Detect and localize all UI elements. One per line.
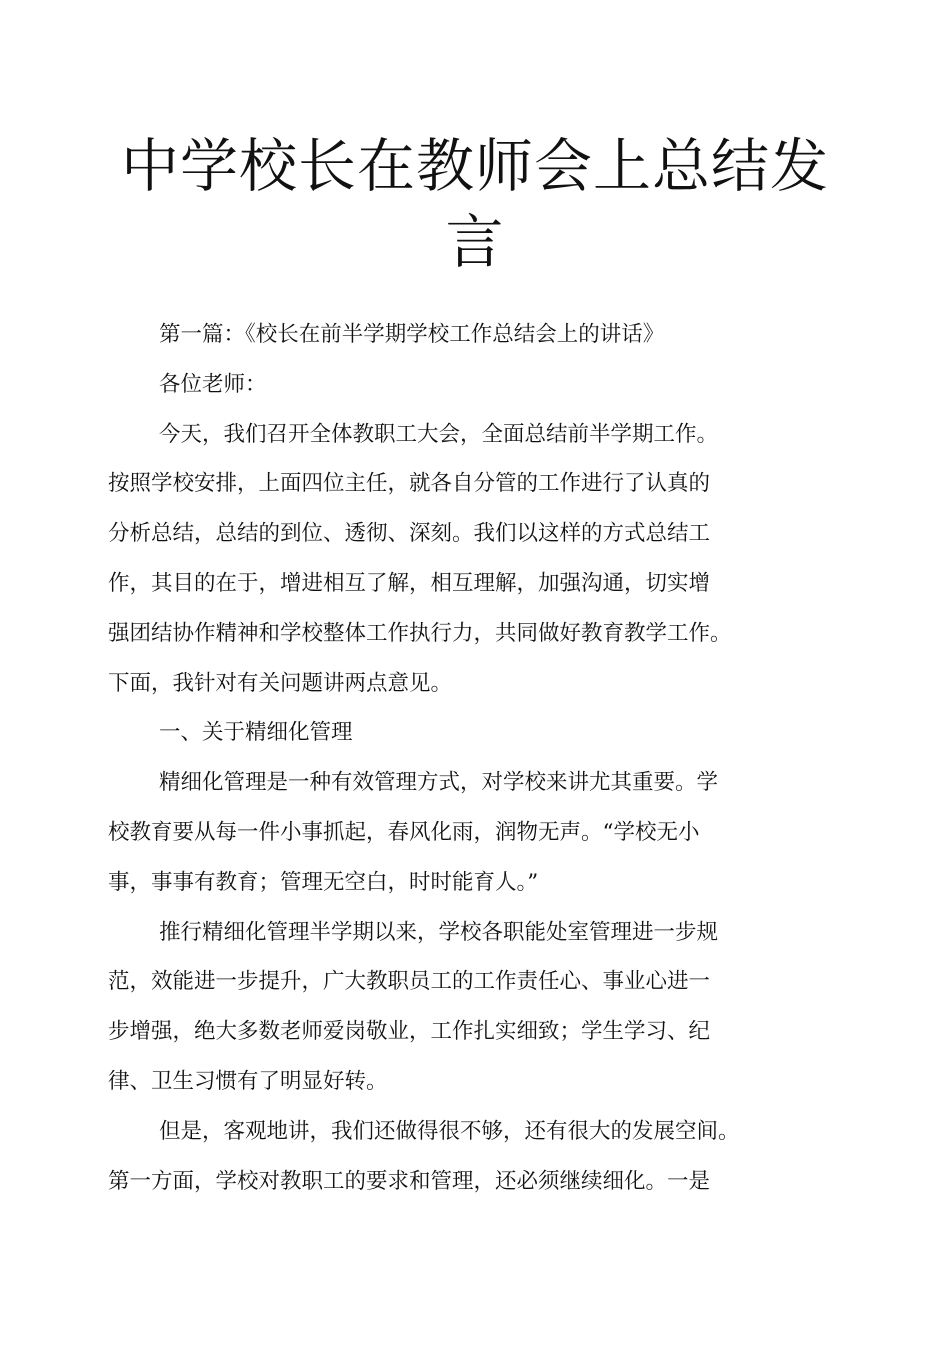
document-body: [108, 310, 768, 1206]
salutation: 各位老师：: [159, 371, 267, 397]
text-line: 律、卫生习惯有了明显好转。: [108, 1068, 388, 1094]
text-line: 校教育要从每一件小事抓起，春风化雨，润物无声。“学校无小: [108, 819, 700, 845]
subsection-heading: 一、关于精细化管理: [159, 720, 353, 746]
text-line: 但是，客观地讲，我们还做得很不够，还有很大的发展空间。: [159, 1118, 740, 1144]
text-line: 事，事事有教育；管理无空白，时时能育人。”: [108, 869, 539, 895]
text-line: 第一方面，学校对教职工的要求和管理，还必须继续细化。一是: [108, 1168, 711, 1194]
paragraph-progress: [108, 908, 768, 1107]
text-line: 今天，我们召开全体教职工大会，全面总结前半学期工作。: [159, 421, 719, 447]
text-line: 步增强，绝大多数老师爱岗敬业，工作扎实细致；学生学习、纪: [108, 1019, 711, 1045]
text-line: 下面，我针对有关问题讲两点意见。: [108, 670, 453, 696]
text-line: 精细化管理是一种有效管理方式，对学校来讲尤其重要。学: [159, 770, 719, 796]
section-heading: 第一篇：《校长在前半学期学校工作总结会上的讲话》: [159, 322, 665, 347]
text-line: 推行精细化管理半学期以来，学校各职能处室管理进一步规: [159, 919, 719, 945]
paragraph-shortcomings: [108, 1107, 768, 1207]
text-line: 分析总结，总结的到位、透彻、深刻。我们以这样的方式总结工: [108, 521, 711, 547]
document-title: [100, 128, 850, 280]
paragraph-refined-management: [108, 758, 768, 907]
title-line: 言: [445, 208, 505, 276]
paragraph-opening: [108, 410, 768, 709]
title-line: 中学校长在教师会上总结发: [120, 132, 829, 200]
text-line: 作，其目的在于，增进相互了解，相互理解，加强沟通，切实增: [108, 570, 711, 596]
text-line: 按照学校安排，上面四位主任，就各自分管的工作进行了认真的: [108, 471, 711, 497]
text-line: 范，效能进一步提升，广大教职员工的工作责任心、事业心进一: [108, 969, 711, 995]
text-line: 强团结协作精神和学校整体工作执行力，共同做好教育教学工作。: [108, 620, 732, 646]
